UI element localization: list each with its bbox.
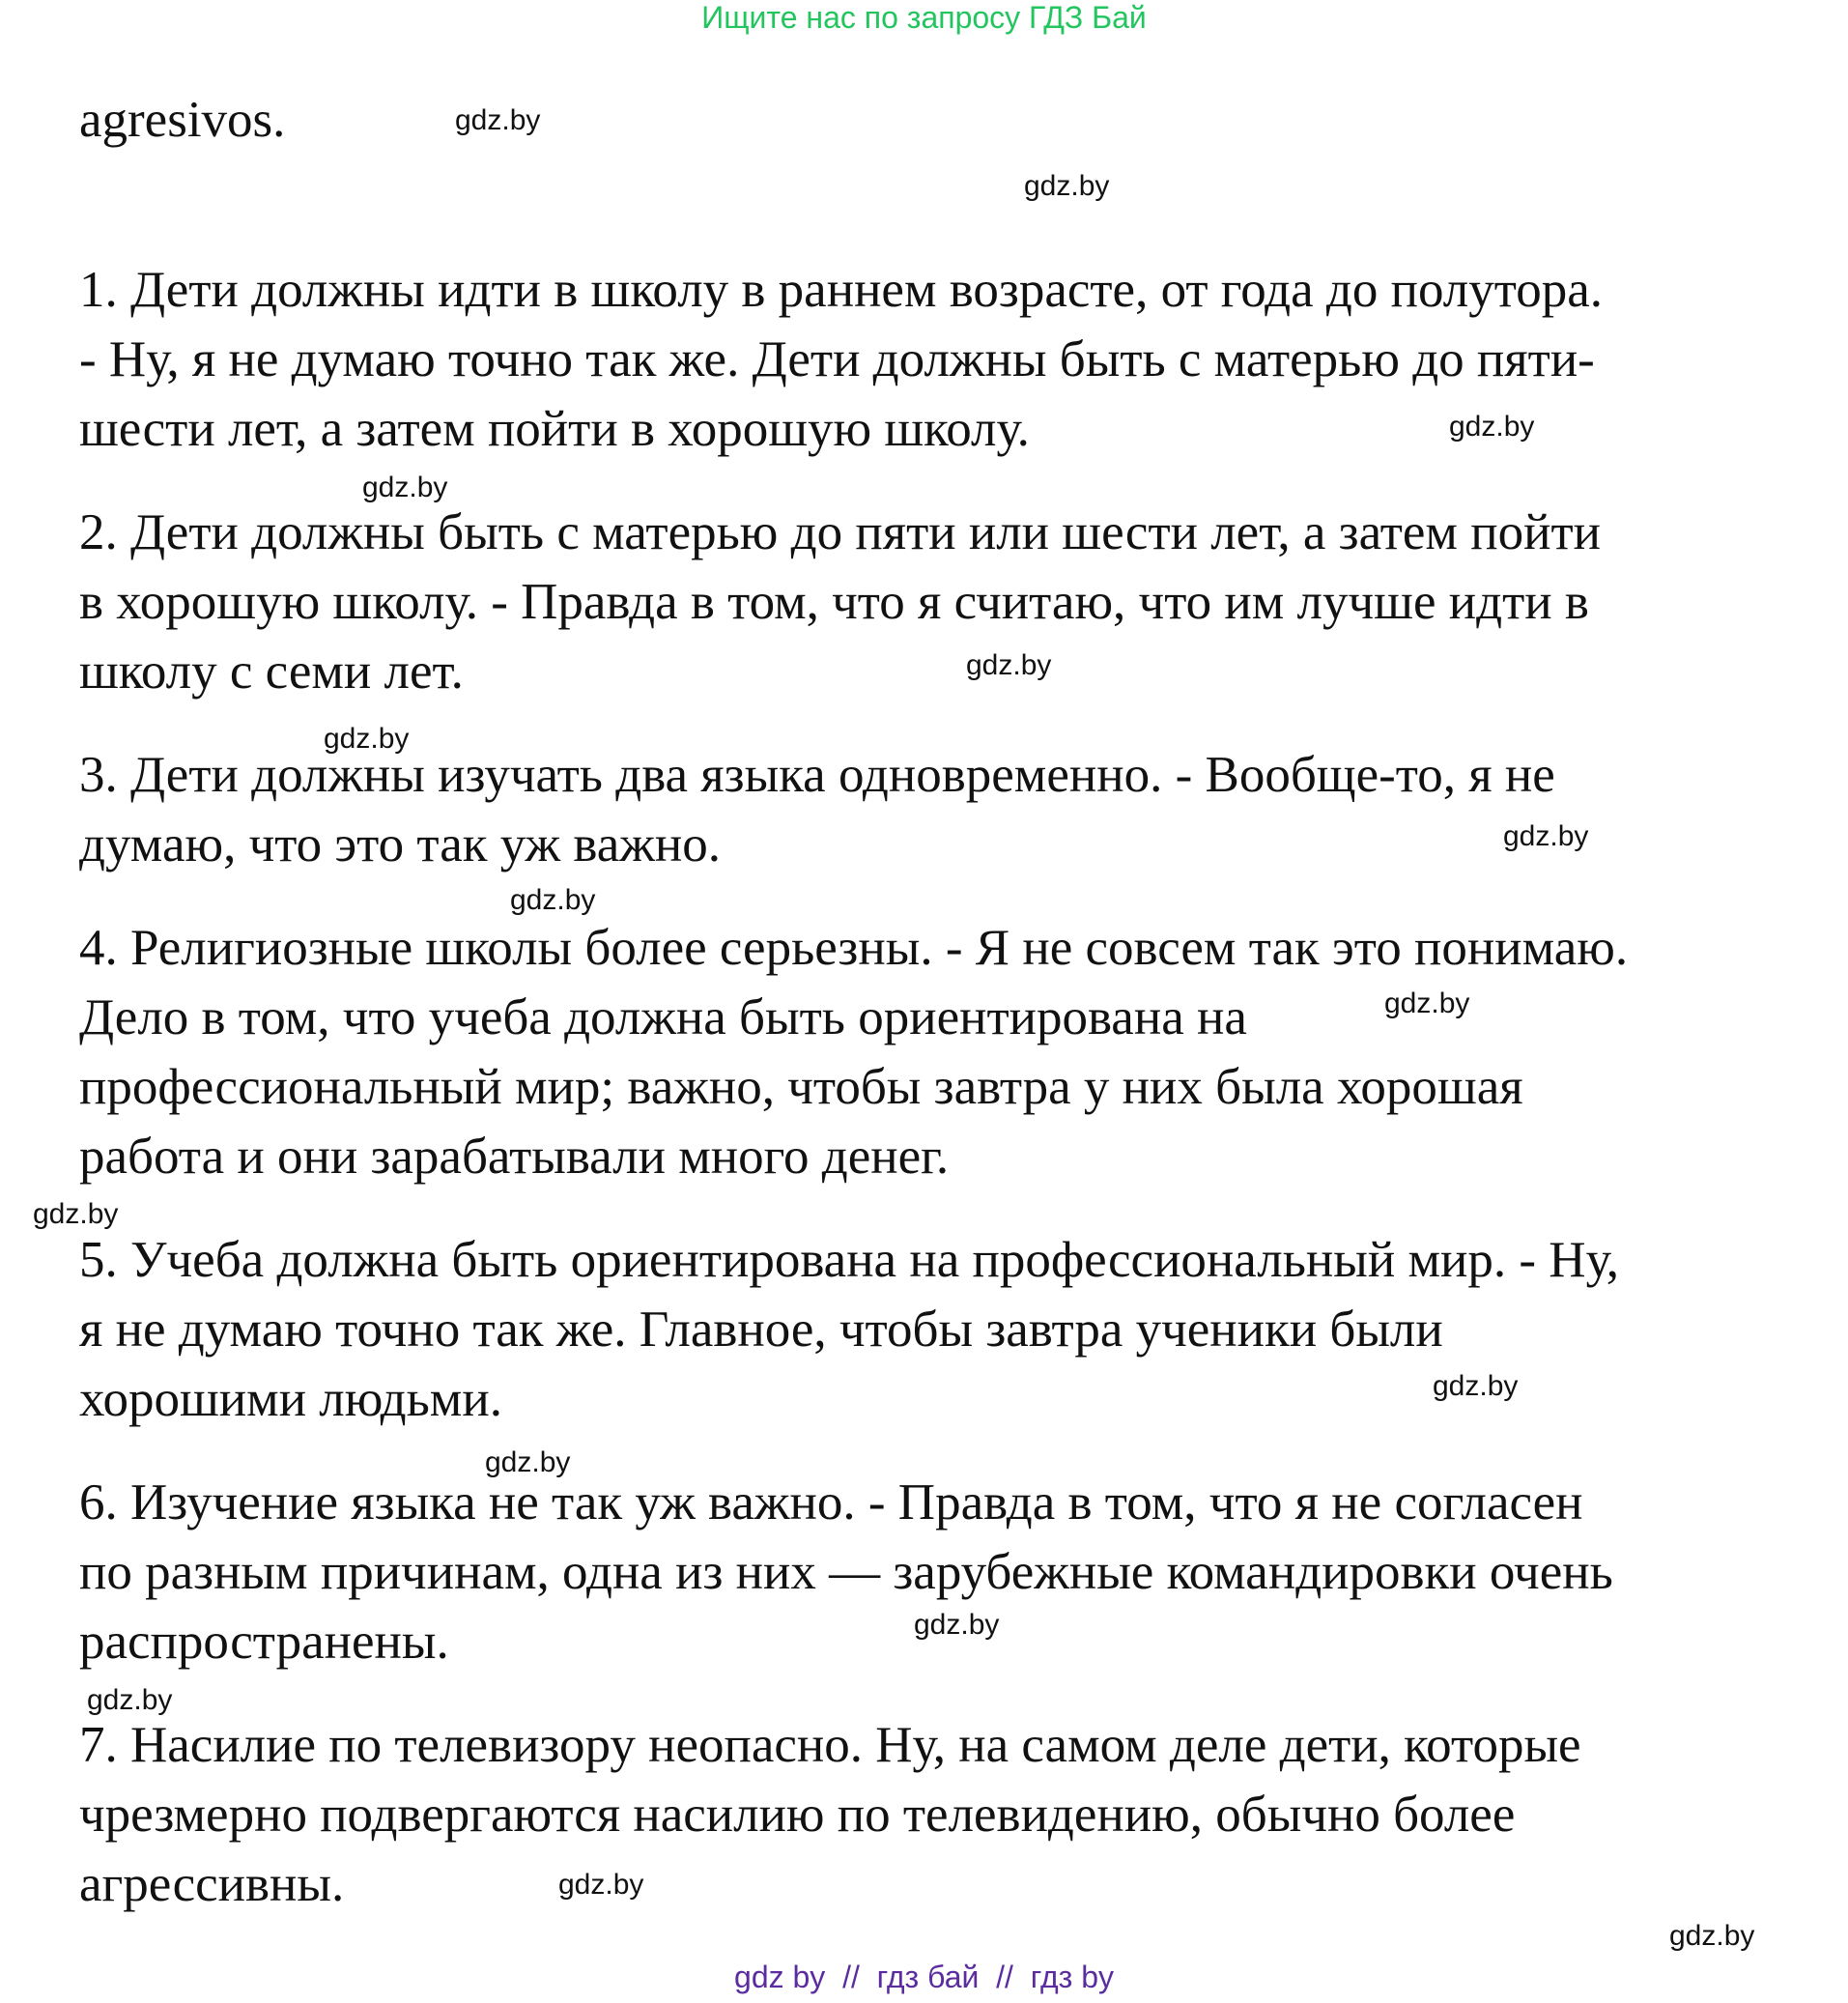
text-line: в хорошую школу. - Правда в том, что я считаю, что им лучше идти в [79,574,1589,630]
text-line: - Ну, я не думаю точно так же. Дети должны быть с матерью до пяти- [79,331,1595,387]
text-line: я не думаю точно так же. Главное, чтобы завтра ученики были [79,1302,1443,1358]
watermark: gdz.by [558,1869,644,1901]
text-line: профессиональный мир; важно, чтобы завтра у них была хорошая [79,1059,1523,1115]
watermark: gdz.by [1024,170,1110,202]
watermark: gdz.by [1669,1920,1755,1952]
watermark: gdz.by [324,723,410,755]
text-line: думаю, что это так уж важно. [79,816,721,873]
text-line: по разным причинам, одна из них — зарубежные командировки очень [79,1544,1613,1600]
text-line: 6. Изучение языка не так уж важно. - Правда в том, что я не согласен [79,1474,1583,1531]
text-line: agresivos. [79,92,286,148]
watermark: gdz.by [966,649,1052,681]
text-line: 1. Дети должны идти в школу в раннем возрасте, от года до полутора. [79,262,1603,318]
text-line: школу с семи лет. [79,644,464,700]
watermark: gdz.by [455,104,541,136]
watermark: gdz.by [485,1446,571,1478]
text-line: 4. Религиозные школы более серьезны. - Я не совсем так это понимаю. [79,920,1629,976]
watermark: gdz.by [362,472,448,503]
watermark: gdz.by [1384,987,1470,1019]
text-line: Дело в том, что учеба должна быть ориентирована на [79,989,1247,1045]
text-line: 3. Дети должны изучать два языка одновременно. - Вообще-то, я не [79,747,1555,803]
text-line: распространены. [79,1614,449,1670]
watermark: gdz.by [87,1684,173,1716]
text-line: 5. Учеба должна быть ориентирована на профессиональный мир. - Ну, [79,1232,1620,1288]
text-line: работа и они зарабатывали много денег. [79,1129,950,1185]
text-line: чрезмерно подвергаются насилию по телевидению, обычно более [79,1787,1516,1843]
search-hint-banner: Ищите нас по запросу ГДЗ Бай [701,0,1147,35]
watermark: gdz.by [33,1198,119,1230]
watermark: gdz.by [914,1609,1000,1641]
text-line: агрессивны. [79,1856,345,1912]
text-line: 7. Насилие по телевизору неопасно. Ну, на самом деле дети, которые [79,1717,1581,1773]
watermark: gdz.by [510,884,596,916]
watermark: gdz.by [1449,411,1535,443]
text-line: хорошими людьми. [79,1371,502,1427]
watermark: gdz.by [1433,1370,1519,1402]
watermark: gdz.by [1503,820,1589,852]
footer-links: gdz by // гдз бай // гдз by [734,1960,1114,1994]
text-line: шести лет, а затем пойти в хорошую школу. [79,401,1030,457]
text-line: 2. Дети должны быть с матерью до пяти или шести лет, а затем пойти [79,504,1601,560]
